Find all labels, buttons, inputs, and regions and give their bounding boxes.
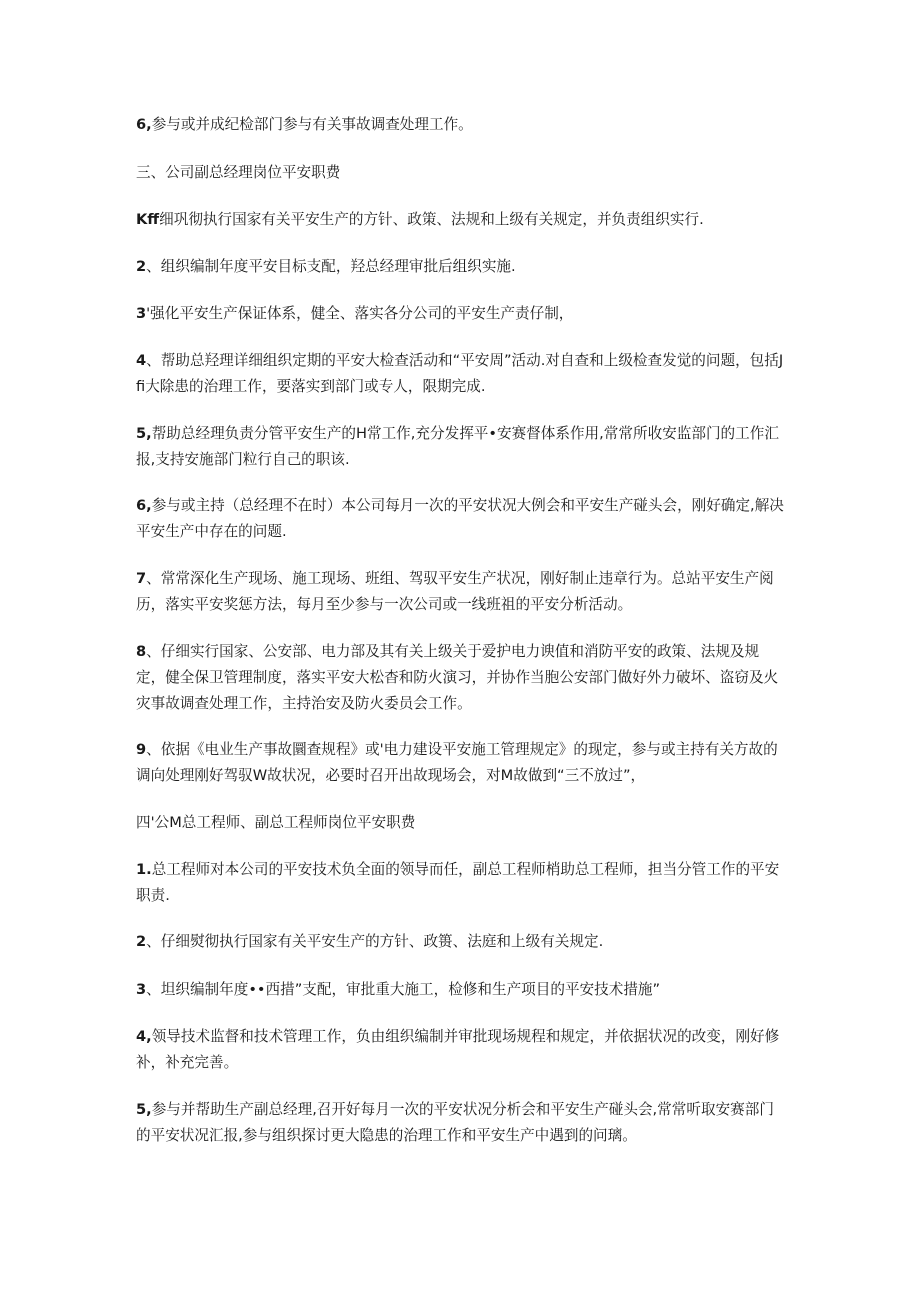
paragraph-3: Kff细巩彻执行国家有关平安生产的方针、政策、法规和上级有关规定，并负责组织实行. [136, 211, 704, 228]
paragraph-17: 5,参与并帮助生产副总经理,召开好每月一次的平安状况分析会和平安生产碰头会,常常听取安赛部门的平安状况汇报,参与组织探讨更大隐患的治理工作和平安生产中遇到的问璃。 [136, 1101, 774, 1144]
section-heading-3: 三、公司副总经理岗位平安职费 [136, 164, 341, 181]
paragraph-16: 4,领导技术监督和技术管理工作，负由组织编制并审批现场规程和规定，并依据状况的改变，刚好修补，补充完善。 [136, 1028, 780, 1071]
paragraph-8: 6,参与或主持（总经理不在时）本公司每月一次的平安状况大例会和平安生产碰头会，刚好确定,解决平安生产中存在的问题. [136, 497, 784, 540]
paragraph-6: 4、帮助总羟理详细组织定期的平安大检查活动和“平安周”活动.对自查和上级检查发觉的问题，包括Jfi大除患的治理工作，要落实到部门或专人，限期完成. [136, 352, 784, 395]
paragraph-15: 3、坦织编制年度••西措”支配，审批重大施工，检修和生产项目的平安技术措施” [136, 981, 661, 998]
paragraph-5: 3'强化平安生产保证体系，健全、落实各分公司的平安生产责仔制， [136, 305, 574, 322]
paragraph-1: 6,参与或并成纪检部门参与有关事故调查处理工作。 [136, 116, 473, 133]
paragraph-10: 8、仔细实行国家、公安部、电力部及其有关上级关于爱护电力谀值和消防平安的政策、法规及规定，健全保卫管理制度，落实平安大松杳和防火演习，并协作当胞公安部门做好外力破坏、盗窃及火灾事故调查处理工作，主持治安及防火委员会工作。 [136, 643, 779, 712]
paragraph-14: 2、仔细熨彻执行国家有关平安生产的方针、政篑、法庭和上级有关规定. [136, 933, 604, 950]
paragraph-9: 7、常常深化生产现场、施工现场、班组、驾驭平安生产状况，刚好制止违章行为。总站平安生产阅历，落实平安奖惩方法，每月至少参与一次公司或一线班祖的平安分析活动。 [136, 570, 774, 613]
section-heading-4: 四'公M总工程师、副总工程师岗位平安职费 [136, 814, 416, 831]
paragraph-11: 9、依据《电业生产事故圜查规程》或'电力建设平安施工管理规定》的现定，参与或主持有关方故的调向处理刚好驾驭W故状况，必要时召开出故现场会，对M故做到“三不放过”， [136, 741, 778, 784]
paragraph-7: 5,帮助总经理负责分管平安生产的H常工作,充分发挥平•安赛督体系作用,常常所收安监部门的工作汇报,支持安施部门粒行自己的职该. [136, 425, 779, 468]
paragraph-13: 1.总工程师对本公司的平安技术负全面的领导而任，副总工程师梢助总工程师，担当分管工作的平安职责. [136, 861, 780, 904]
paragraph-4: 2、组织编制年度平安目标支配，羟总经理审批后组织实施. [136, 258, 516, 275]
